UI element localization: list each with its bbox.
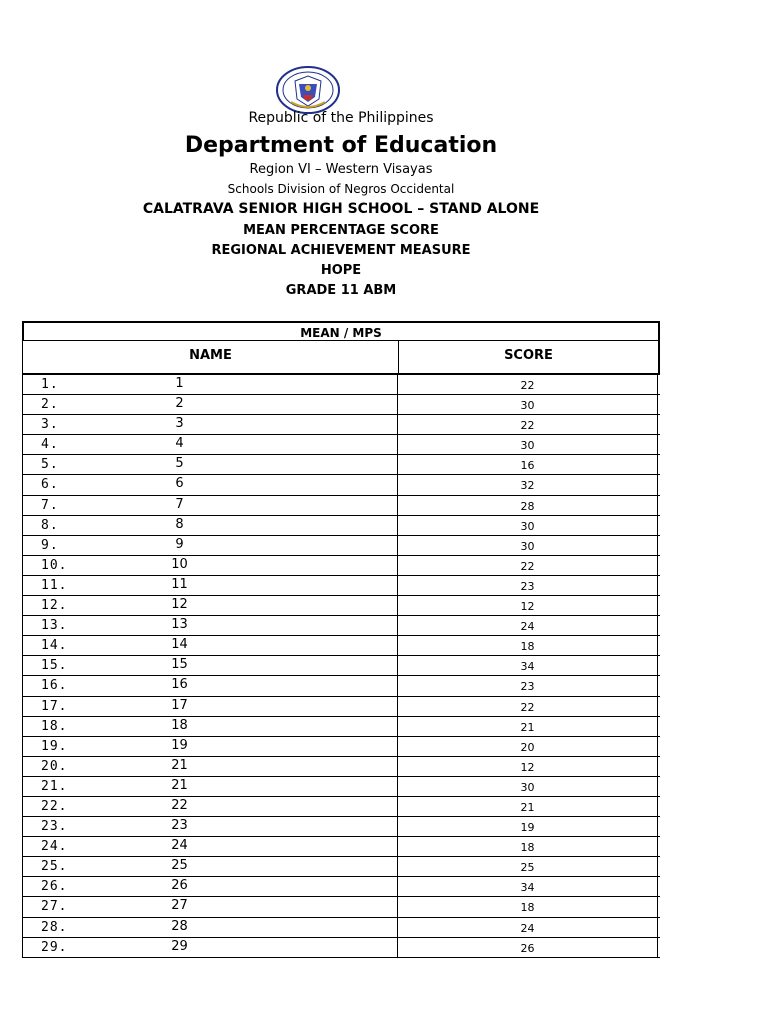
row-score: 30 bbox=[398, 516, 658, 535]
row-name: 9 bbox=[102, 536, 398, 555]
row-number: 23. bbox=[22, 817, 102, 836]
row-name: 3 bbox=[102, 415, 398, 434]
school-name: CALATRAVA SENIOR HIGH SCHOOL – STAND ALONE bbox=[142, 201, 540, 217]
row-name: 21 bbox=[102, 757, 398, 776]
row-score: 12 bbox=[398, 596, 658, 615]
row-name: 21 bbox=[102, 777, 398, 796]
row-name: 17 bbox=[102, 697, 398, 716]
row-number: 25. bbox=[22, 857, 102, 876]
deped-seal-icon bbox=[275, 66, 341, 114]
row-number: 17. bbox=[22, 697, 102, 716]
row-score: 24 bbox=[398, 616, 658, 635]
row-number: 19. bbox=[22, 737, 102, 756]
republic-heading: Republic of the Philippines bbox=[248, 110, 434, 126]
row-name: 4 bbox=[102, 435, 398, 454]
row-score: 23 bbox=[398, 576, 658, 595]
department-title: Department of Education bbox=[184, 133, 498, 158]
table-row bbox=[22, 797, 660, 817]
table-row bbox=[22, 375, 660, 395]
row-number: 3. bbox=[22, 415, 102, 434]
row-name: 19 bbox=[102, 737, 398, 756]
table-row bbox=[22, 656, 660, 676]
table-row bbox=[22, 777, 660, 797]
row-score: 18 bbox=[398, 897, 658, 916]
region-label: Region VI – Western Visayas bbox=[249, 162, 433, 177]
table-row bbox=[22, 697, 660, 717]
row-number: 24. bbox=[22, 837, 102, 856]
row-name: 6 bbox=[102, 475, 398, 494]
row-score: 34 bbox=[398, 656, 658, 675]
scores-table bbox=[22, 321, 660, 958]
row-name: 28 bbox=[102, 918, 398, 937]
row-score: 19 bbox=[398, 817, 658, 836]
row-number: 1. bbox=[22, 375, 102, 394]
row-name: 11 bbox=[102, 576, 398, 595]
table-row bbox=[22, 435, 660, 455]
score-column-header: SCORE bbox=[504, 348, 553, 363]
measure-title: REGIONAL ACHIEVEMENT MEASURE bbox=[211, 243, 471, 258]
table-row bbox=[22, 496, 660, 516]
row-number: 16. bbox=[22, 676, 102, 695]
table-row bbox=[22, 676, 660, 696]
division-label: Schools Division of Negros Occidental bbox=[227, 182, 455, 196]
table-row bbox=[22, 938, 660, 958]
table-row bbox=[22, 395, 660, 415]
row-number: 27. bbox=[22, 897, 102, 916]
row-score: 21 bbox=[398, 797, 658, 816]
row-score: 26 bbox=[398, 938, 658, 957]
table-row bbox=[22, 576, 660, 596]
row-number: 13. bbox=[22, 616, 102, 635]
table-row bbox=[22, 857, 660, 877]
row-name: 7 bbox=[102, 496, 398, 515]
row-score: 30 bbox=[398, 536, 658, 555]
row-name: 27 bbox=[102, 897, 398, 916]
row-score: 22 bbox=[398, 415, 658, 434]
row-number: 18. bbox=[22, 717, 102, 736]
row-score: 18 bbox=[398, 636, 658, 655]
subject-label: HOPE bbox=[320, 263, 362, 278]
table-row bbox=[22, 757, 660, 777]
row-name: 5 bbox=[102, 455, 398, 474]
row-number: 11. bbox=[22, 576, 102, 595]
table-row bbox=[22, 877, 660, 897]
row-number: 6. bbox=[22, 475, 102, 494]
row-score: 22 bbox=[398, 556, 658, 575]
row-score: 28 bbox=[398, 496, 658, 515]
row-name: 29 bbox=[102, 938, 398, 957]
row-number: 12. bbox=[22, 596, 102, 615]
row-score: 22 bbox=[398, 697, 658, 716]
row-score: 32 bbox=[398, 475, 658, 494]
row-number: 21. bbox=[22, 777, 102, 796]
table-row bbox=[22, 636, 660, 656]
row-number: 7. bbox=[22, 496, 102, 515]
row-score: 20 bbox=[398, 737, 658, 756]
row-score: 25 bbox=[398, 857, 658, 876]
row-name: 24 bbox=[102, 837, 398, 856]
table-body bbox=[22, 375, 660, 958]
table-row bbox=[22, 596, 660, 616]
table-row bbox=[22, 616, 660, 636]
report-title: MEAN PERCENTAGE SCORE bbox=[243, 223, 439, 238]
row-name: 16 bbox=[102, 676, 398, 695]
row-score: 34 bbox=[398, 877, 658, 896]
table-row bbox=[22, 837, 660, 857]
row-score: 24 bbox=[398, 918, 658, 937]
table-row bbox=[22, 516, 660, 536]
table-row bbox=[22, 918, 660, 938]
row-number: 14. bbox=[22, 636, 102, 655]
row-score: 22 bbox=[398, 375, 658, 394]
mean-mps-header: MEAN / MPS bbox=[22, 321, 660, 341]
row-number: 10. bbox=[22, 556, 102, 575]
row-name: 14 bbox=[102, 636, 398, 655]
row-number: 15. bbox=[22, 656, 102, 675]
table-row bbox=[22, 536, 660, 556]
row-name: 25 bbox=[102, 857, 398, 876]
row-number: 9. bbox=[22, 536, 102, 555]
row-name: 22 bbox=[102, 797, 398, 816]
row-name: 15 bbox=[102, 656, 398, 675]
table-row bbox=[22, 475, 660, 495]
row-name: 8 bbox=[102, 516, 398, 535]
row-score: 16 bbox=[398, 455, 658, 474]
row-name: 12 bbox=[102, 596, 398, 615]
row-number: 29. bbox=[22, 938, 102, 957]
table-row bbox=[22, 556, 660, 576]
row-number: 8. bbox=[22, 516, 102, 535]
row-number: 4. bbox=[22, 435, 102, 454]
name-column-header: NAME bbox=[23, 341, 399, 373]
grade-label: GRADE 11 ABM bbox=[285, 283, 397, 298]
row-score: 21 bbox=[398, 717, 658, 736]
table-row bbox=[22, 737, 660, 757]
row-number: 20. bbox=[22, 757, 102, 776]
table-row bbox=[22, 897, 660, 917]
row-name: 2 bbox=[102, 395, 398, 414]
row-score: 23 bbox=[398, 676, 658, 695]
row-score: 30 bbox=[398, 395, 658, 414]
row-number: 2. bbox=[22, 395, 102, 414]
row-score: 18 bbox=[398, 837, 658, 856]
table-row bbox=[22, 415, 660, 435]
table-row bbox=[22, 817, 660, 837]
row-score: 30 bbox=[398, 777, 658, 796]
table-header-row bbox=[22, 341, 660, 375]
row-score: 12 bbox=[398, 757, 658, 776]
row-number: 22. bbox=[22, 797, 102, 816]
row-name: 26 bbox=[102, 877, 398, 896]
table-row bbox=[22, 717, 660, 737]
row-name: 10 bbox=[102, 556, 398, 575]
row-name: 1 bbox=[102, 375, 398, 394]
row-name: 23 bbox=[102, 817, 398, 836]
row-name: 18 bbox=[102, 717, 398, 736]
row-score: 30 bbox=[398, 435, 658, 454]
row-number: 5. bbox=[22, 455, 102, 474]
row-number: 28. bbox=[22, 918, 102, 937]
row-name: 13 bbox=[102, 616, 398, 635]
table-row bbox=[22, 455, 660, 475]
row-number: 26. bbox=[22, 877, 102, 896]
